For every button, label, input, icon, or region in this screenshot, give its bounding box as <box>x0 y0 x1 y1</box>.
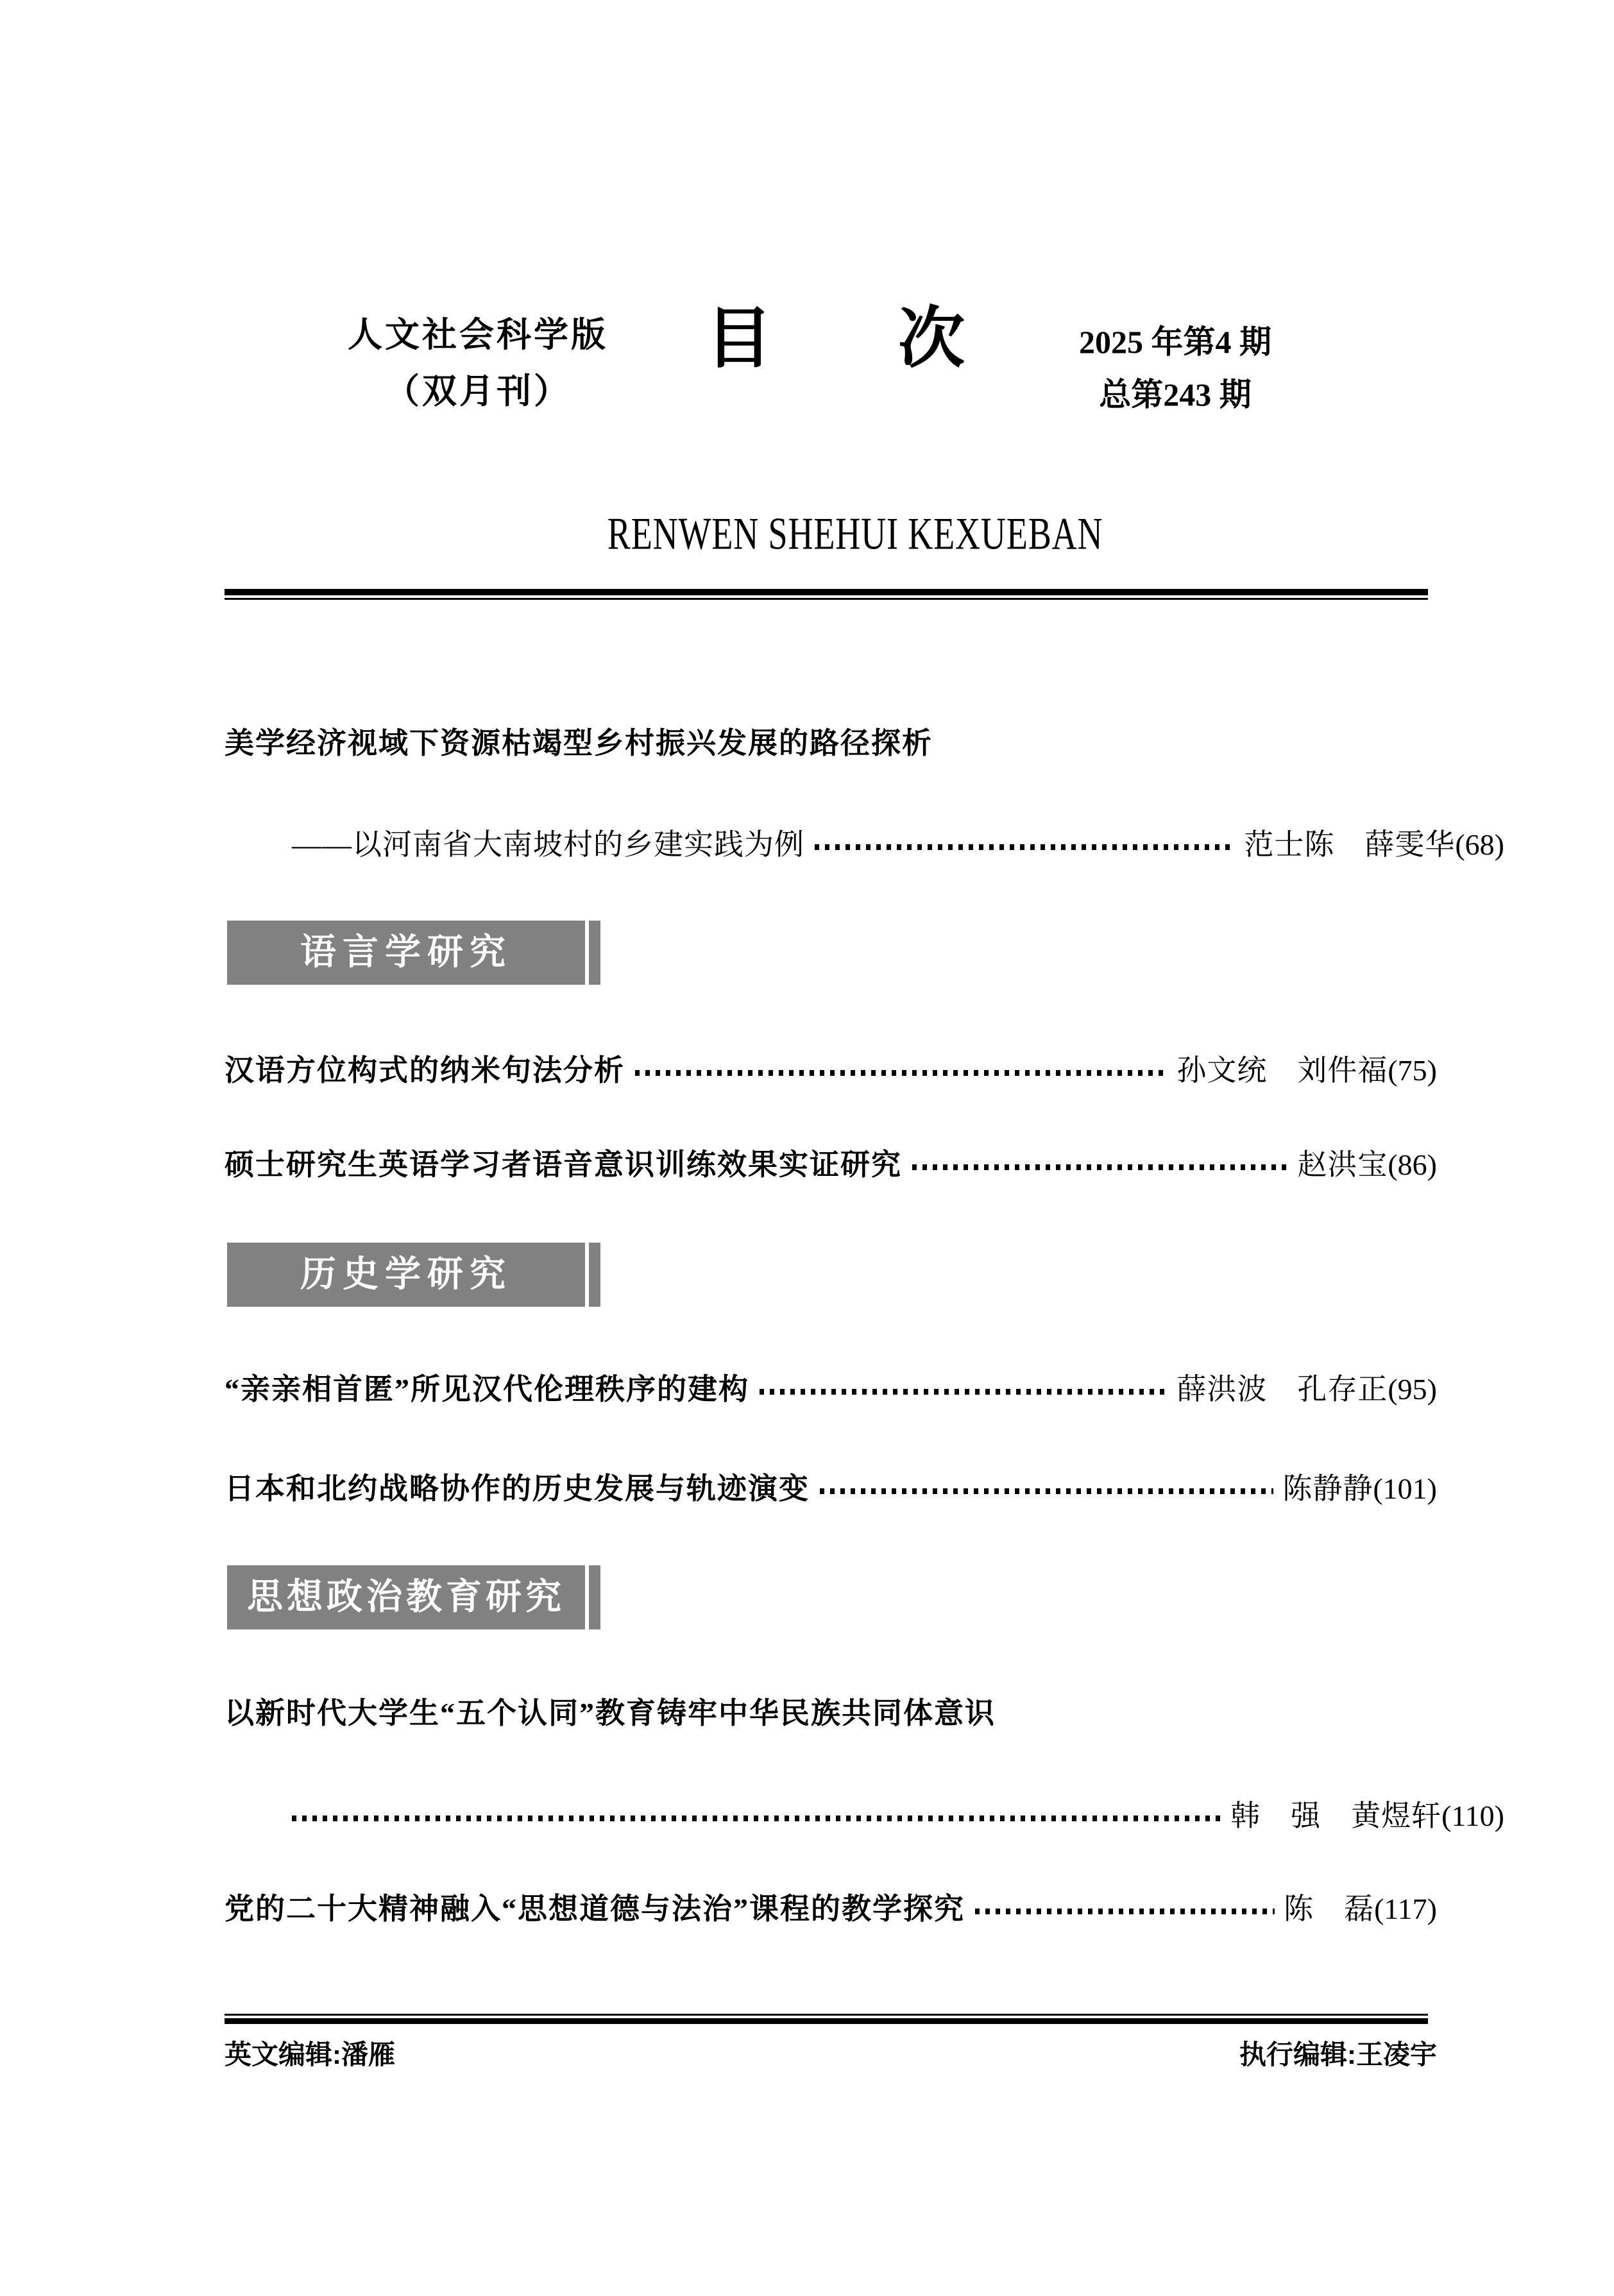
entry-page-number: (101) <box>1373 1472 1437 1505</box>
entry-authors: 范士陈 薛雯华 <box>1244 828 1456 861</box>
section-banner-label: 历史学研究 <box>300 1255 512 1295</box>
entry-title: 美学经济视域下资源枯竭型乡村振兴发展的路径探析 <box>225 727 933 760</box>
section-banner-stripe <box>589 1565 600 1629</box>
entry-authors: 陈 磊 <box>1284 1892 1375 1925</box>
toc-entry <box>225 1370 1437 1409</box>
dot-leader <box>292 1816 1221 1821</box>
section-banner-box <box>227 1243 585 1307</box>
volume-line: 总第243 期 <box>1099 377 1252 412</box>
footer-executive-editor: 执行编辑:王凌宇 <box>1239 2039 1437 2070</box>
dot-leader <box>912 1164 1288 1170</box>
masthead-edition-block <box>330 307 625 420</box>
dot-leader <box>635 1070 1168 1076</box>
masthead-frequency: （双月刊） <box>385 372 571 411</box>
footer <box>225 2039 1437 2071</box>
section-banner-box <box>227 1565 585 1629</box>
masthead-edition: 人文社会科学版 <box>348 316 608 354</box>
section-banner <box>225 1243 1428 1307</box>
section-banner <box>225 1565 1428 1629</box>
toc-entry <box>225 1051 1437 1091</box>
section-banner-label: 思想政治教育研究 <box>247 1577 565 1617</box>
entry-authors: 孙文统 刘件福 <box>1177 1054 1388 1087</box>
footer-double-rule <box>225 2014 1428 2024</box>
footer-english-editor: 英文编辑:潘雁 <box>225 2039 395 2070</box>
entry-page-number: (110) <box>1441 1799 1504 1832</box>
entry-authors: 赵洪宝 <box>1297 1148 1388 1181</box>
toc-title-char-ci: 次 <box>898 302 965 376</box>
toc-entry <box>225 1469 1437 1509</box>
dot-leader <box>820 1488 1273 1494</box>
section-banner-box <box>227 921 585 985</box>
entry-page-number: (117) <box>1374 1892 1437 1925</box>
entry-title: 以新时代大学生“五个认同”教育铸牢中华民族共同体意识 <box>225 1697 996 1730</box>
entry-page-number: (68) <box>1455 828 1504 861</box>
toc-entry-continuation <box>225 1796 1504 1836</box>
header-double-rule <box>225 589 1428 600</box>
masthead-issue-block <box>983 316 1368 421</box>
entry-page-number: (75) <box>1388 1054 1437 1087</box>
toc-entry <box>225 1145 1437 1185</box>
toc-title-char-mu: 目 <box>706 302 773 376</box>
entry-page-number: (86) <box>1388 1148 1437 1181</box>
pinyin-title-row <box>225 510 1428 559</box>
entry-authors: 韩 强 黄煜轩 <box>1230 1799 1442 1832</box>
entry-page-number: (95) <box>1388 1373 1437 1406</box>
entry-title: 日本和北约战略协作的历史发展与轨迹演变 <box>225 1472 810 1505</box>
section-banner-stripe <box>589 1243 600 1307</box>
entry-title: “亲亲相首匿”所见汉代伦理秩序的建构 <box>225 1373 749 1406</box>
footer-rule-thick <box>225 2018 1428 2024</box>
header-rule-thick <box>225 589 1428 595</box>
section-banner-label: 语言学研究 <box>300 933 512 973</box>
entry-authors: 陈静静 <box>1282 1472 1373 1505</box>
entry-authors: 薛洪波 孔存正 <box>1177 1373 1388 1406</box>
toc-entry <box>225 1889 1437 1929</box>
header-rule-thin <box>225 598 1428 600</box>
pinyin-title: RENWEN SHEHUI KEXUEBAN <box>607 509 1103 559</box>
section-banner-stripe <box>589 921 600 985</box>
dot-leader <box>815 844 1235 850</box>
toc-entry <box>225 724 1437 763</box>
entry-subtitle: ——以河南省大南坡村的乡建实践为例 <box>292 828 804 861</box>
toc-title <box>706 300 965 377</box>
dot-leader <box>760 1389 1168 1395</box>
entry-title: 硕士研究生英语学习者语音意识训练效果实证研究 <box>225 1148 902 1181</box>
dot-leader <box>975 1909 1275 1914</box>
entry-title: 党的二十大精神融入“思想道德与法治”课程的教学探究 <box>225 1892 965 1925</box>
entry-title: 汉语方位构式的纳米句法分析 <box>225 1054 625 1087</box>
issue-line: 2025 年第4 期 <box>1079 324 1271 360</box>
toc-entry-continuation <box>225 825 1504 865</box>
section-banner <box>225 921 1428 985</box>
toc-entry <box>225 1694 1437 1733</box>
